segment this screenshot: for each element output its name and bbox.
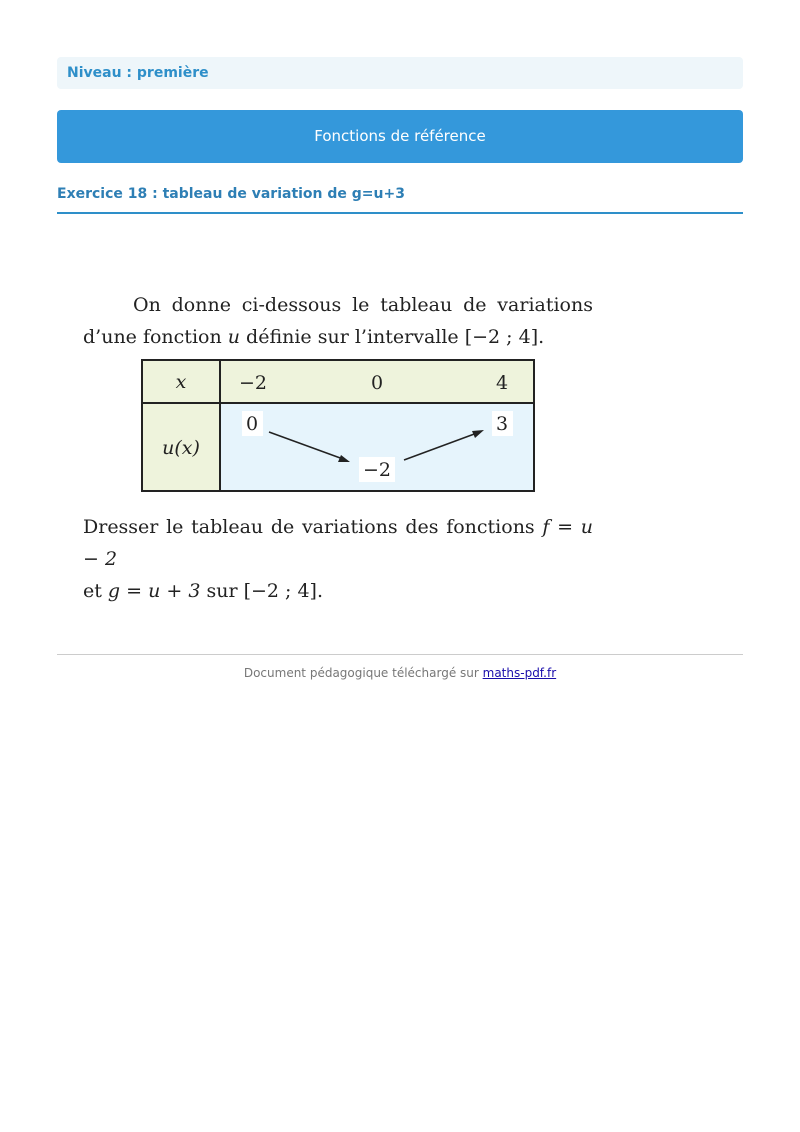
title-underline <box>57 212 743 214</box>
u-value-start: 0 <box>245 413 259 435</box>
question-text-2: et <box>83 580 108 602</box>
footer-divider <box>57 654 743 655</box>
variation-table <box>141 359 537 495</box>
statement-var-u: u <box>227 326 240 348</box>
exercise-question <box>83 511 593 607</box>
footer-link[interactable]: maths-pdf.fr <box>482 666 557 680</box>
x-value-start: −2 <box>238 372 268 394</box>
x-value-mid: 0 <box>370 372 384 394</box>
chapter-banner: Fonctions de référence <box>57 110 743 163</box>
statement-text-1: On donne ci-dessous le tableau de variations d’une fonction <box>83 294 593 348</box>
footer <box>0 666 800 680</box>
row-label-x: x <box>175 371 187 393</box>
x-value-end: 4 <box>495 372 509 394</box>
u-value-end: 3 <box>495 413 509 435</box>
question-text-1: Dresser le tableau de variations des fonctions <box>83 516 543 538</box>
exercise-title: Exercice 18 : tableau de variation de g=u+3 <box>57 186 405 202</box>
question-g-expression: g = u + 3 <box>107 580 201 602</box>
u-value-min: −2 <box>362 459 392 481</box>
row-label-ux: u(x) <box>162 437 200 459</box>
question-f-expression: f = u − 2 <box>83 516 593 570</box>
question-text-3: sur [−2 ; 4]. <box>200 580 324 602</box>
level-badge: Niveau : première <box>57 57 743 89</box>
footer-text: Document pédagogique téléchargé sur <box>243 666 483 680</box>
exercise-statement <box>83 289 593 353</box>
statement-text-2: définie sur l’intervalle [−2 ; 4]. <box>240 326 545 348</box>
